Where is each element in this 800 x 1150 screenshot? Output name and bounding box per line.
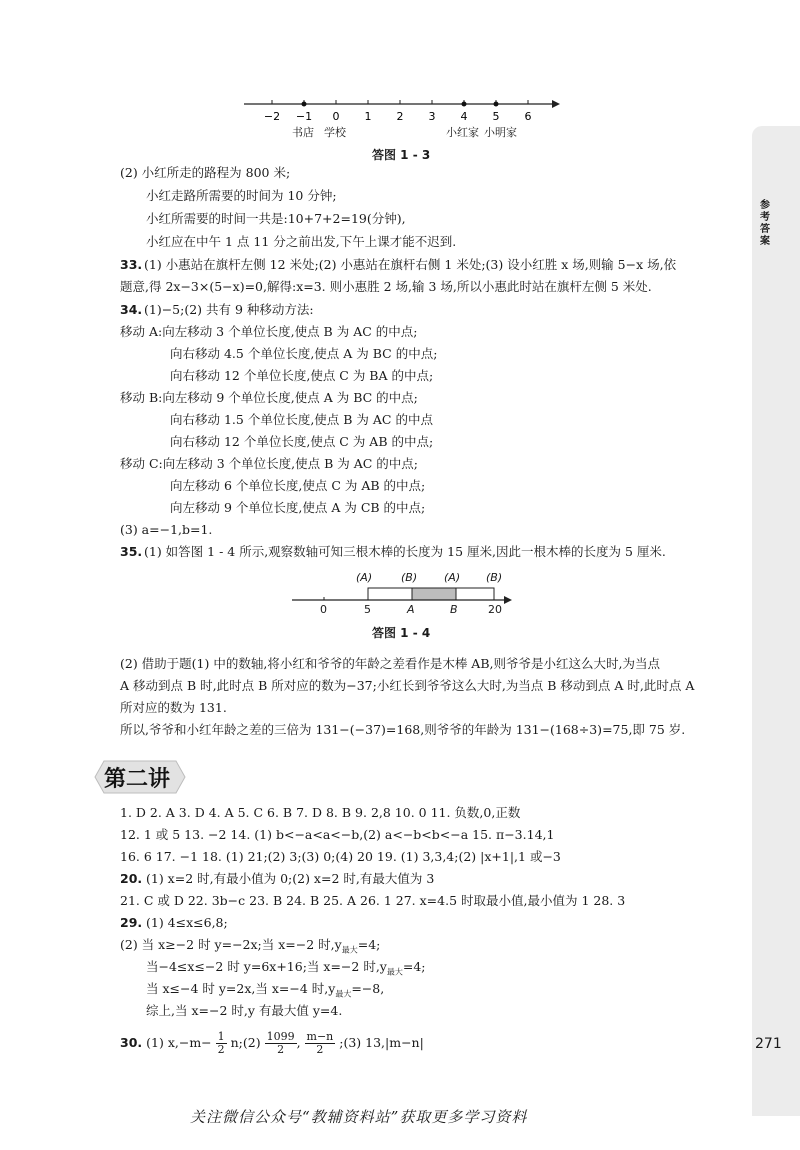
q34-move-b-1: 移动 B:向左移动 9 个单位长度,使点 A 为 BC 的中点; [120,390,418,405]
q34-line-3: (3) a=−1,b=1. [120,522,213,537]
q35-para-2: A 移动到点 B 时,此时点 B 所对应的数为−37;小红长到爷爷这么大时,为当点 B 移动到点 A 时,此时点 A [120,678,695,693]
lec2-row-7: (2) 当 x≥−2 时 y=−2x;当 x=−2 时$,y_{最大}=4$; [120,937,381,955]
q33-number: 33. [120,257,143,272]
fig14-tick-0: 0 [320,603,327,616]
lec2-row-2: 12. 1 或 5 13. −2 14. (1) b<−a<a<−b,(2) a<−b<b<−a 15. π−3.14,1 [120,827,555,842]
lec2-q20-number: 20. [120,871,143,886]
location-dot [494,102,499,107]
landmark-bookstore: 书店 [292,126,314,139]
lec2-q30-number: 30. [120,1035,143,1050]
fraction-m-minus-n-over-2: $\frac{m-n}{2}$ [306,1030,334,1056]
tick-label: 1 [364,110,372,123]
q34-move-a-1: 移动 A:向左移动 3 个单位长度,使点 B 为 AC 的中点; [120,324,418,339]
q33-line-1: (1) 小惠站在旗杆左侧 12 米处;(2) 小惠站在旗杆右侧 1 米处;(3) 设小红胜 x 场,则输 5−x 场,依 [144,257,677,272]
fig14-tick-b: B [450,603,458,616]
q34-move-a-3: 向右移动 12 个单位长度,使点 C 为 BA 的中点; [170,368,434,383]
q34-move-c-1: 移动 C:向左移动 3 个单位长度,使点 B 为 AC 的中点; [120,456,419,471]
q34-number: 34. [120,302,143,317]
stick-overlap [412,588,456,600]
fig14-top-label-4: (B) [486,571,503,584]
figure-1-4-caption: 答图 1 - 4 [372,626,431,640]
fig14-axis-arrow [504,596,512,604]
tick-label: 5 [492,110,500,123]
tick-label: 2 [396,110,404,123]
q33-line-2: 题意,得 2x−3×(5−x)=0,解得:x=3. 则小惠胜 2 场,输 3 场,所以小惠此时站在旗杆左侧 5 米处. [120,279,652,294]
side-tab [752,126,800,1116]
q34-move-c-2: 向左移动 6 个单位长度,使点 C 为 AB 的中点; [170,478,426,493]
lec2-q29-number: 29. [120,915,143,930]
q32-line-2: 小红走路所需要的时间为 10 分钟; [146,188,337,203]
q35-para-3: 所对应的数为 131. [120,700,227,715]
tick-label: −2 [263,110,281,123]
footer-note: 关注微信公众号“教辅资料站”获取更多学习资料 [190,1108,528,1126]
fraction-half: $\frac{1}{2}$ [217,1030,225,1056]
section-title: 第二讲 [104,767,171,792]
axis-arrow [552,100,560,108]
q35-para-4: 所以,爷爷和小红年龄之差的三倍为 131−(−37)=168,则爷爷的年龄为 131−(168÷3)=75,即 75 岁. [120,722,686,737]
tick-label: 4 [460,110,468,123]
q32-line-1: (2) 小红所走的路程为 800 米; [120,165,291,180]
fig14-top-label-2: (B) [401,571,418,584]
q34-move-a-2: 向右移动 4.5 个单位长度,使点 A 为 BC 的中点; [170,346,438,361]
lec2-row-3: 16. 6 17. −1 18. (1) 21;(2) 3;(3) 0;(4) 20 19. (1) 3,3,4;(2) |x+1|,1 或−3 [120,849,561,864]
figure-1-3-caption: 答图 1 - 3 [372,148,431,162]
q32-line-3: 小红所需要的时间一共是:10+7+2=19(分钟), [146,211,406,226]
tick-label: 3 [428,110,436,123]
q35-number: 35. [120,544,143,559]
fraction-1099-over-2: $\frac{1099}{2}$ [266,1030,295,1056]
stick-1 [368,588,412,600]
landmark-xiaoming-home: 小明家 [484,126,517,139]
fig14-tick-a: A [407,603,415,616]
lec2-row-9: 当 x≤−4 时 y=2x,当 x=−4 时$,y_{最大}=-8$, [146,981,385,999]
fig14-tick-20: 20 [488,603,502,616]
stick-3 [456,588,494,600]
lec2-row-6: (1) 4≤x≤6,8; [146,915,228,930]
fig14-top-label-3: (A) [444,571,461,584]
landmark-xiaohong-home: 小红家 [446,126,479,139]
fig14-top-label-1: (A) [356,571,373,584]
q32-line-4: 小红应在中午 1 点 11 分之前出发,下午上课才能不迟到. [146,234,457,249]
landmark-school: 学校 [324,126,346,139]
lec2-row-5: 21. C 或 D 22. 3b−c 23. B 24. B 25. A 26. 1 27. x=4.5 时取最小值,最小值为 1 28. 3 [120,893,626,908]
lec2-row-11: 30. (1) x,−m− $\frac{1}{2}$ n;(2) $\frac{1099}{2}$ , $\frac{m-n}{2}$ ;(3) 13,|m−n| [120,1030,424,1056]
q34-line-1: (1)−5;(2) 共有 9 种移动方法: [144,302,314,317]
q34-move-b-2: 向右移动 1.5 个单位长度,使点 B 为 AC 的中点 [170,412,433,427]
page-number: 271 [755,1036,782,1052]
q35-para-1: (2) 借助于题(1) 中的数轴,将小红和爷爷的年龄之差看作是木棒 AB,则爷爷是小红这么大时,为当点 [120,656,660,671]
lec2-row-10: 综上,当 x=−2 时,y 有最大值 y=4. [146,1003,343,1018]
tick-label: −1 [295,110,313,123]
tick-label: 6 [524,110,532,123]
tick-label: 0 [332,110,340,123]
figure-1-3-number-line [240,94,570,138]
location-dot [302,102,307,107]
q35-line-1: (1) 如答图 1 - 4 所示,观察数轴可知三根木棒的长度为 15 厘米,因此一根木棒的长度为 5 厘米. [144,544,666,559]
q34-move-b-3: 向右移动 12 个单位长度,使点 C 为 AB 的中点; [170,434,434,449]
location-dot [462,102,467,107]
lec2-row-1: 1. D 2. A 3. D 4. A 5. C 6. B 7. D 8. B 9. 2,8 10. 0 11. 负数,0,正数 [120,805,521,820]
lec2-row-8: 当−4≤x≤−2 时 y=6x+16;当 x=−2 时$,y_{最大}=4$; [146,959,426,977]
lec2-row-4: (1) x=2 时,有最小值为 0;(2) x=2 时,有最大值为 3 [146,871,435,886]
fig14-tick-5: 5 [364,603,371,616]
q34-move-c-3: 向左移动 9 个单位长度,使点 A 为 CB 的中点; [170,500,426,515]
side-tab-label: 参考答案 [760,200,770,247]
